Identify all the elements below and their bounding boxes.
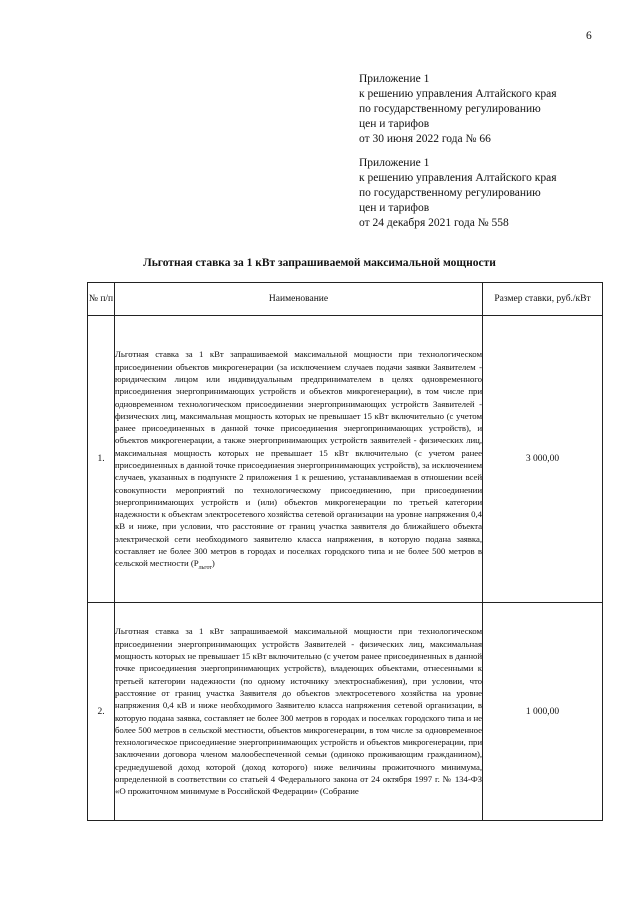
header-rate: Размер ставки, руб./кВт	[483, 283, 603, 316]
appendix-line: от 30 июня 2022 года № 66	[359, 133, 491, 145]
appendix-line: по государственному регулированию	[359, 103, 541, 115]
appendix-line: цен и тарифов	[359, 118, 430, 130]
appendix-line: Приложение 1	[359, 157, 430, 169]
row-rate: 1 000,00	[483, 603, 603, 821]
row-description-tail: )	[211, 558, 215, 569]
appendix-reference-current	[359, 72, 557, 147]
row-description-text: Льготная ставка за 1 кВт запрашиваемой максимальной мощности при технологическом присоединении энергопринимающих устройств Заявителей - физических лиц, максимальная мощность которых не превышает 15 кВт включительно (с учетом ранее присоединенных в данной точке присоединения энергопринимающих устройств), владеющих объектами, отнесенными к третьей категории надежности (по одному источнику электроснабжения), при условии, что расстояние от границ участка Заявителя до объектов электросетевого хозяйства на уровне напряжения 0,4 кВ и ниже необходимого Заявителю класса напряжения сетевой организации, в которую подана заявка, составляет не более 300 метров в городах и поселках городского типа и не более 500 метров в сельской местности, объектов микрогенерации, в том числе за одновременное технологическое присоединение энергопринимающих устройств и объектов микрогенерации, при заключении договора членом малообеспеченной семьи (одиноко проживающим гражданином), среднедушевой доход которой (доход которого) ниже величины прожиточного минимума, определенной в соответствии со статьей 4 Федерального закона от 24 октября 1997 г. № 134-ФЗ «О прожиточном минимуме в Российской Федерации» (Собрание	[115, 626, 482, 797]
appendix-line: от 24 декабря 2021 года № 558	[359, 217, 509, 229]
row-description-subscript: льгот	[198, 565, 212, 572]
row-number: 2.	[88, 603, 115, 821]
row-description-body: Льготная ставка за 1 кВт запрашиваемой максимальной мощности при технологическом присоединении объектов микрогенерации (за исключением случаев подачи заявки Заявителем - юридическим лицом или индивидуальным предпринимателем в целях одновременного присоединения энергопринимающих устройств и объектов микрогенерации), в том числе при одновременном технологическом присоединении энергопринимающих устройств Заявителей - физических лиц, максимальная мощность которых не превышает 15 кВт включительно (с учетом ранее присоединенных в данной точке присоединения энергопринимающих устройств), и объектов микрогенерации, а также энергопринимающих устройств заявителей - физических лиц, максимальная мощность которых не превышает 15 кВт включительно (с учетом ранее присоединенных в данной точке присоединения энергопринимающих устройств), за исключением случаев, указанных в подпункте 2 приложения 1 к решению, устанавливаемая в отношении всей совокупности мероприятий по технологическому присоединению, при присоединении энергопринимающих устройств и (или) объектов микрогенерации по третьей категории надежности к объектам электросетевого хозяйства сетевой организации на уровне напряжения 0,4 кВ и ниже, при условии, что расстояние от границ участка заявителя до ближайшего объекта электрической сети необходимого заявителю класса напряжения, в которую подана заявка, составляет не более 300 метров в городах и поселках городского типа и не более 500 метров в сельской местности (P	[115, 349, 482, 569]
header-name: Наименование	[115, 283, 483, 316]
row-description	[115, 316, 483, 603]
appendix-line: к решению управления Алтайского края	[359, 172, 557, 184]
header-number: № п/п	[88, 283, 115, 316]
table-header-row	[88, 283, 603, 316]
appendix-line: Приложение 1	[359, 73, 430, 85]
appendix-line: цен и тарифов	[359, 202, 430, 214]
table-row	[88, 603, 603, 821]
rates-table	[87, 282, 603, 821]
document-title: Льготная ставка за 1 кВт запрашиваемой максимальной мощности	[143, 257, 496, 269]
appendix-line: по государственному регулированию	[359, 187, 541, 199]
row-description	[115, 603, 483, 821]
row-rate: 3 000,00	[483, 316, 603, 603]
row-number: 1.	[88, 316, 115, 603]
table-row	[88, 316, 603, 603]
appendix-line: к решению управления Алтайского края	[359, 88, 557, 100]
row-description-text	[115, 348, 482, 572]
appendix-reference-original	[359, 156, 557, 231]
page-number: 6	[586, 30, 592, 42]
